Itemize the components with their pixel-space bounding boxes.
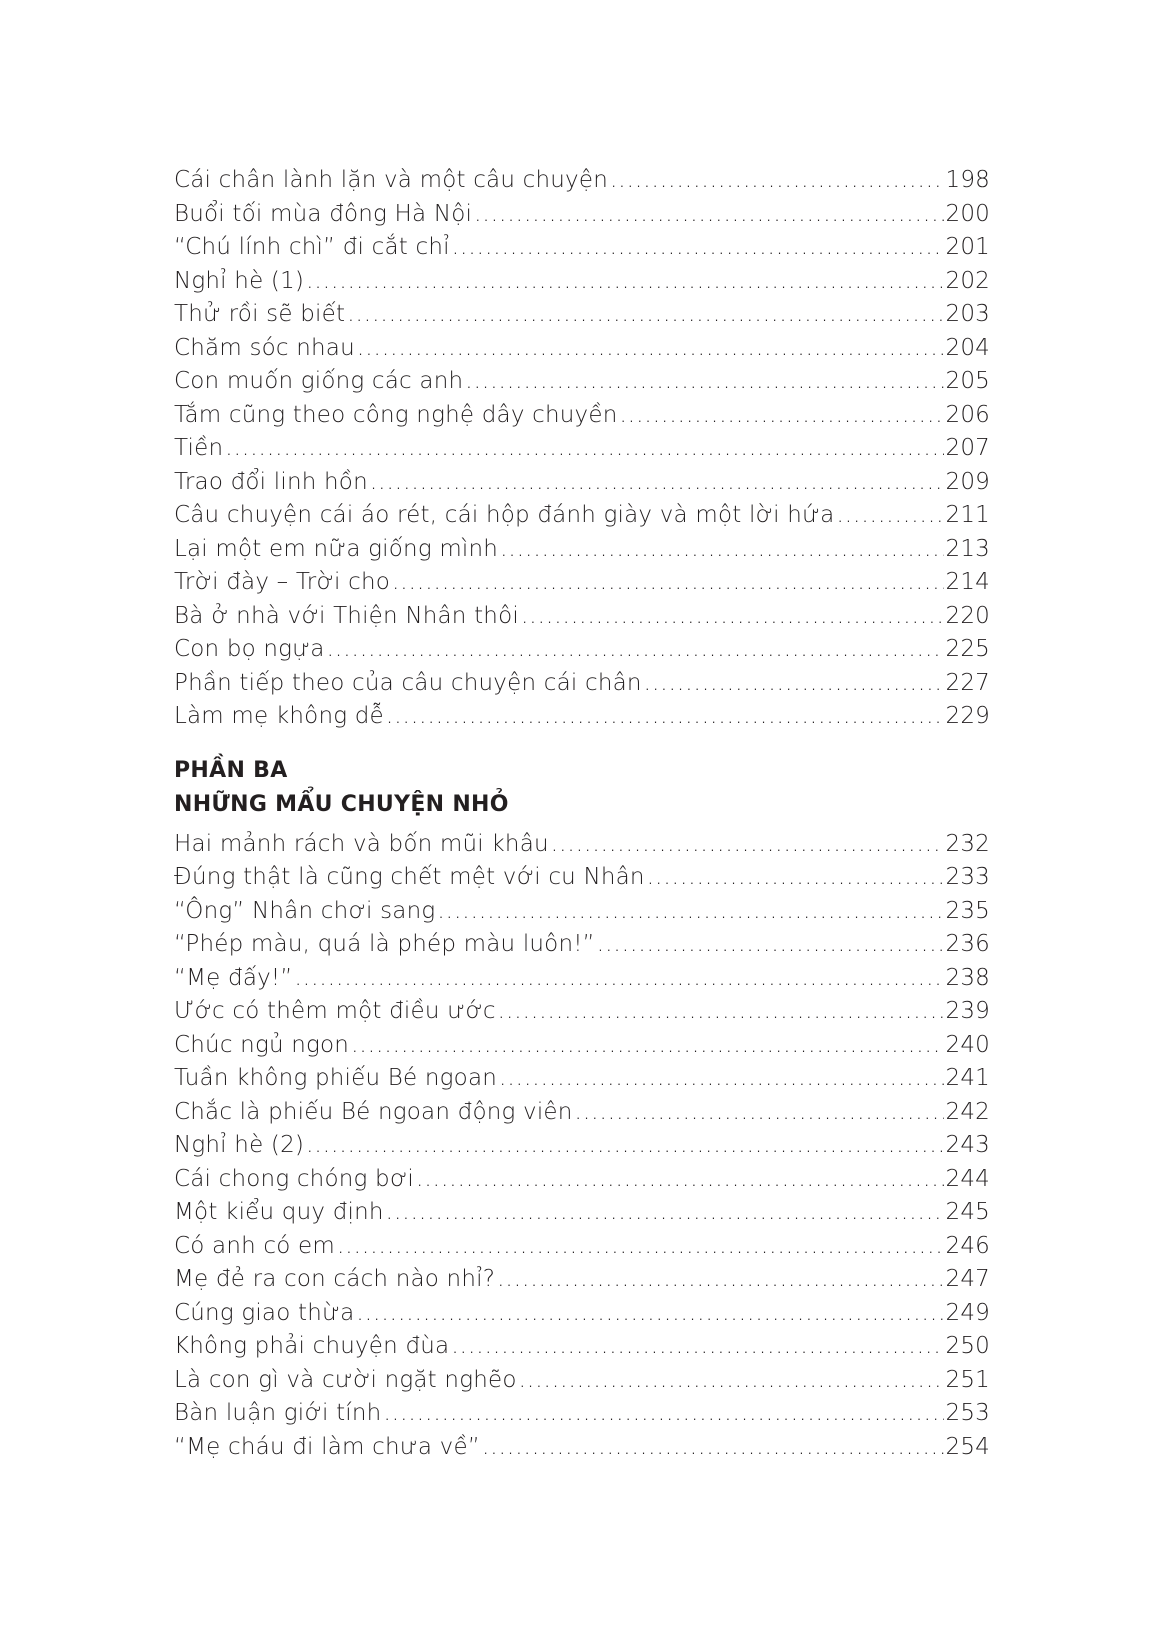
toc-entry-title: Phần tiếp theo của câu chuyện cái chân: [174, 669, 642, 696]
toc-entry[interactable]: [174, 995, 990, 1029]
toc-entry-page-number: 200: [945, 200, 990, 227]
toc-entry[interactable]: [174, 198, 990, 232]
toc-entry-page-number: 206: [945, 401, 990, 428]
dot-leader: [337, 1230, 944, 1264]
toc-entry-page-number: 240: [945, 1031, 990, 1058]
toc-entry-page-number: 203: [945, 301, 990, 327]
dot-leader: [386, 700, 944, 734]
dot-leader: [383, 1397, 943, 1431]
toc-entry[interactable]: [174, 962, 990, 996]
dot-leader: [451, 1330, 943, 1364]
toc-entry-page-number: 246: [945, 1232, 990, 1259]
dot-leader: [327, 633, 944, 667]
dot-leader: [498, 995, 944, 1029]
dot-leader: [306, 265, 943, 299]
section-label: PHẦN BA: [174, 757, 288, 783]
dot-leader: [497, 1263, 943, 1297]
dot-leader: [519, 1364, 944, 1398]
dot-leader: [356, 1297, 943, 1331]
dot-leader: [619, 399, 943, 433]
toc-entry[interactable]: [174, 1263, 990, 1297]
toc-entry-page-number: 201: [945, 234, 990, 260]
toc-list-part-three: [174, 828, 990, 1465]
dot-leader: [465, 365, 943, 399]
toc-entry-page-number: 232: [945, 830, 990, 857]
toc-entry-page-number: 207: [945, 435, 990, 461]
dot-leader: [306, 1129, 943, 1163]
toc-entry-title: Bà ở nhà với Thiện Nhân thôi: [174, 602, 519, 629]
toc-entry-title: Nghỉ hè (1): [174, 267, 305, 294]
toc-entry-page-number: 250: [945, 1333, 990, 1359]
dot-leader: [452, 231, 944, 265]
toc-entry[interactable]: [174, 600, 990, 634]
toc-entry-title: Tắm cũng theo công nghệ dây chuyền: [174, 401, 618, 428]
toc-entry-page-number: 251: [945, 1366, 990, 1393]
toc-list-part-two: [174, 164, 990, 734]
toc-entry-page-number: 204: [945, 334, 990, 361]
toc-entry-title: “Ông” Nhân chơi sang: [174, 897, 436, 924]
toc-entry-page-number: 235: [945, 897, 990, 924]
dot-leader: [521, 600, 944, 634]
toc-entry-page-number: 249: [945, 1299, 990, 1326]
toc-entry[interactable]: [174, 700, 990, 734]
toc-entry-title: Nghỉ hè (2): [174, 1132, 305, 1158]
toc-entry-page-number: 220: [945, 602, 990, 629]
toc-entry-page-number: 209: [945, 468, 990, 495]
toc-entry-title: Trời đày – Trời cho: [174, 569, 390, 595]
toc-entry-title: Tuần không phiếu Bé ngoan: [174, 1065, 498, 1091]
toc-entry-page-number: 254: [945, 1433, 990, 1460]
toc-entry-title: “Mẹ cháu đi làm chưa về”: [174, 1433, 480, 1460]
toc-entry-title: Cúng giao thừa: [174, 1299, 355, 1326]
toc-entry-title: Không phải chuyện đùa: [174, 1333, 450, 1359]
toc-entry[interactable]: [174, 466, 990, 500]
dot-leader: [357, 332, 944, 366]
toc-entry[interactable]: [174, 432, 990, 466]
dot-leader: [597, 928, 944, 962]
toc-entry[interactable]: [174, 928, 990, 962]
toc-entry[interactable]: [174, 895, 990, 929]
toc-entry-title: Chăm sóc nhau: [174, 334, 355, 361]
toc-entry[interactable]: [174, 1029, 990, 1063]
toc-entry-title: Tiền: [174, 435, 224, 461]
toc-entry-page-number: 198: [945, 167, 990, 193]
toc-entry-page-number: 202: [945, 267, 990, 294]
section-heading-part-three: [174, 754, 990, 822]
toc-entry[interactable]: [174, 667, 990, 701]
toc-entry-page-number: 213: [945, 535, 990, 562]
toc-entry[interactable]: [174, 499, 990, 533]
toc-entry-page-number: 238: [945, 964, 990, 991]
toc-entry-page-number: 225: [945, 636, 990, 662]
dot-leader: [551, 828, 944, 862]
toc-entry-page-number: 229: [945, 703, 990, 729]
toc-entry-title: Lại một em nữa giống mình: [174, 535, 499, 562]
toc-entry-title: Trao đổi linh hồn: [174, 468, 368, 495]
toc-entry-page-number: 236: [945, 931, 990, 957]
toc-entry-title: Chúc ngủ ngon: [174, 1031, 350, 1058]
dot-leader: [351, 1029, 943, 1063]
toc-entry[interactable]: [174, 1096, 990, 1130]
dot-leader: [370, 466, 944, 500]
toc-entry[interactable]: [174, 1062, 990, 1096]
toc-entry[interactable]: [174, 298, 990, 332]
toc-entry[interactable]: [174, 633, 990, 667]
toc-entry-title: “Chú lính chì” đi cắt chỉ: [174, 234, 450, 260]
toc-entry-title: Thử rồi sẽ biết: [174, 301, 346, 327]
toc-entry-title: Cái chong chóng bơi: [174, 1165, 415, 1192]
toc-entry[interactable]: [174, 1431, 990, 1465]
toc-entry-page-number: 242: [945, 1098, 990, 1125]
toc-entry-title: Là con gì và cười ngặt nghẽo: [174, 1366, 517, 1393]
toc-entry[interactable]: [174, 1129, 990, 1163]
toc-entry[interactable]: [174, 399, 990, 433]
toc-entry[interactable]: [174, 533, 990, 567]
dot-leader: [474, 198, 943, 232]
toc-entry-title: Bàn luận giới tính: [174, 1400, 382, 1426]
toc-entry-title: “Mẹ đấy!”: [174, 964, 293, 991]
toc-entry-page-number: 241: [945, 1065, 990, 1091]
toc-entry-title: Buổi tối mùa đông Hà Nội: [174, 200, 473, 227]
dot-leader: [499, 1062, 943, 1096]
dot-leader: [392, 566, 944, 600]
toc-entry-title: Con muốn giống các anh: [174, 368, 464, 394]
toc-entry[interactable]: [174, 1196, 990, 1230]
dot-leader: [647, 861, 944, 895]
toc-entry-title: Câu chuyện cái áo rét, cái hộp đánh giày và một lời hứa: [174, 502, 835, 528]
toc-entry-page-number: 253: [945, 1400, 990, 1426]
toc-entry-title: Chắc là phiếu Bé ngoan động viên: [174, 1098, 573, 1125]
dot-leader: [225, 432, 943, 466]
toc-entry-title: Làm mẹ không dễ: [174, 703, 384, 729]
dot-leader: [347, 298, 943, 332]
toc-entry-title: Có anh có em: [174, 1232, 335, 1259]
toc-entry[interactable]: [174, 861, 990, 895]
toc-entry[interactable]: [174, 566, 990, 600]
dot-leader: [437, 895, 943, 929]
dot-leader: [575, 1096, 944, 1130]
toc-entry-title: Hai mảnh rách và bốn mũi khâu: [174, 830, 549, 857]
toc-entry[interactable]: [174, 265, 990, 299]
toc-entry-title: Cái chân lành lặn và một câu chuyện: [174, 167, 608, 193]
toc-entry[interactable]: [174, 1397, 990, 1431]
section-title: NHỮNG MẨU CHUYỆN NHỎ: [174, 791, 509, 817]
toc-entry-title: Con bọ ngựa: [174, 636, 325, 662]
toc-entry-page-number: 247: [945, 1266, 990, 1292]
toc-entry-title: “Phép màu, quá là phép màu luôn!”: [174, 931, 595, 957]
toc-entry[interactable]: [174, 1364, 990, 1398]
dot-leader: [482, 1431, 944, 1465]
toc-entry-title: Đúng thật là cũng chết mệt với cu Nhân: [174, 864, 645, 890]
dot-leader: [836, 499, 943, 533]
dot-leader: [386, 1196, 944, 1230]
toc-entry[interactable]: [174, 1230, 990, 1264]
dot-leader: [644, 667, 944, 701]
toc-entry-page-number: 245: [945, 1199, 990, 1225]
dot-leader: [294, 962, 943, 996]
toc-entry-page-number: 244: [945, 1165, 990, 1192]
toc-entry[interactable]: [174, 365, 990, 399]
toc-entry-title: Một kiểu quy định: [174, 1199, 384, 1225]
toc-entry[interactable]: [174, 828, 990, 862]
dot-leader: [610, 164, 944, 198]
toc-entry[interactable]: [174, 1330, 990, 1364]
toc-entry-title: Ước có thêm một điều ước: [174, 998, 496, 1024]
toc-entry[interactable]: [174, 1297, 990, 1331]
toc-entry-page-number: 227: [945, 669, 990, 696]
dot-leader: [500, 533, 943, 567]
toc-entry[interactable]: [174, 231, 990, 265]
dot-leader: [416, 1163, 943, 1197]
toc-entry-page-number: 239: [945, 998, 990, 1024]
toc-entry-page-number: 205: [945, 368, 990, 394]
toc-entry[interactable]: [174, 1163, 990, 1197]
toc-entry[interactable]: [174, 332, 990, 366]
toc-entry-page-number: 214: [945, 569, 990, 595]
toc-page: [174, 164, 990, 1464]
toc-entry-page-number: 243: [945, 1132, 990, 1158]
toc-entry[interactable]: [174, 164, 990, 198]
toc-entry-page-number: 211: [945, 502, 990, 528]
toc-entry-title: Mẹ đẻ ra con cách nào nhỉ?: [174, 1266, 496, 1292]
toc-entry-page-number: 233: [945, 864, 990, 890]
